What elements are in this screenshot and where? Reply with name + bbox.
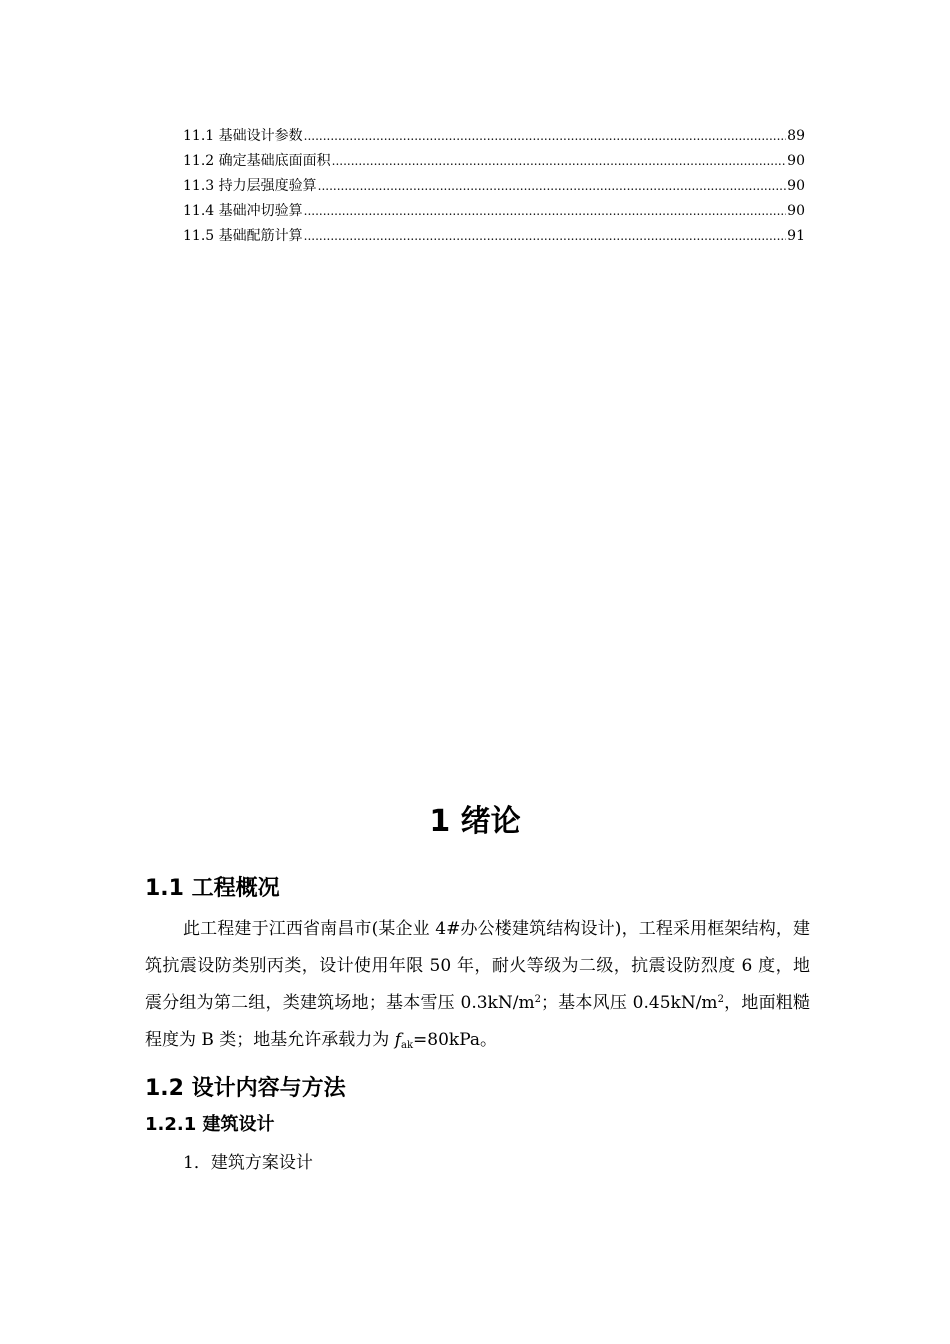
toc-entry[interactable] [183,127,805,152]
chapter-title: 1 绪论 [429,804,521,839]
toc-entry-page: 90 [787,203,805,219]
toc-leader-dots [304,227,787,245]
superscript: 2 [534,994,541,1005]
toc-entry[interactable] [183,202,805,227]
subscript: ak [401,1040,414,1051]
subsection-title-architectural-design: 1.2.1 建筑设计 [145,1114,275,1135]
toc-entry-label: 11.3 持力层强度验算 [183,178,317,194]
list-item: 1．建筑方案设计 [183,1153,313,1173]
toc-leader-dots [332,152,787,170]
paragraph-text: ；基本风压 0.45kN/m [540,993,718,1013]
toc-entry[interactable] [183,152,805,177]
section-title-project-overview: 1.1 工程概况 [145,876,280,901]
toc-entry[interactable] [183,227,805,252]
italic-symbol: f [394,1030,402,1050]
superscript: 2 [717,994,724,1005]
paragraph-text: =80kPa。 [413,1030,498,1050]
toc-entry-page: 90 [787,178,805,194]
toc-entry-page: 90 [787,153,805,169]
toc-entry-label: 11.5 基础配筋计算 [183,228,303,244]
toc-leader-dots [304,127,787,145]
toc-entry-label: 11.2 确定基础底面面积 [183,153,331,169]
table-of-contents [183,127,805,252]
toc-entry[interactable] [183,177,805,202]
toc-leader-dots [318,177,787,195]
section-title-design-content: 1.2 设计内容与方法 [145,1076,346,1101]
toc-entry-page: 89 [787,128,805,144]
toc-leader-dots [304,202,787,220]
project-overview-paragraph [145,911,810,1059]
paragraph-text: 此工程建于江西省南昌市(某企业 4#办公楼建筑结构设计)，工程采用框架结构，建筑抗震设防类别丙类，设计使用年限 50 年，耐火等级为二级，抗震设防烈度 6 度，地震分组为第二组，类建筑场地；基本雪压 0.3kN/m [145,919,810,1013]
toc-entry-label: 11.4 基础冲切验算 [183,203,303,219]
paragraph-text: ，地面粗糙程度为 B 类；地基允许承载力为 [145,993,811,1050]
toc-entry-label: 11.1 基础设计参数 [183,128,303,144]
toc-entry-page: 91 [787,228,805,244]
